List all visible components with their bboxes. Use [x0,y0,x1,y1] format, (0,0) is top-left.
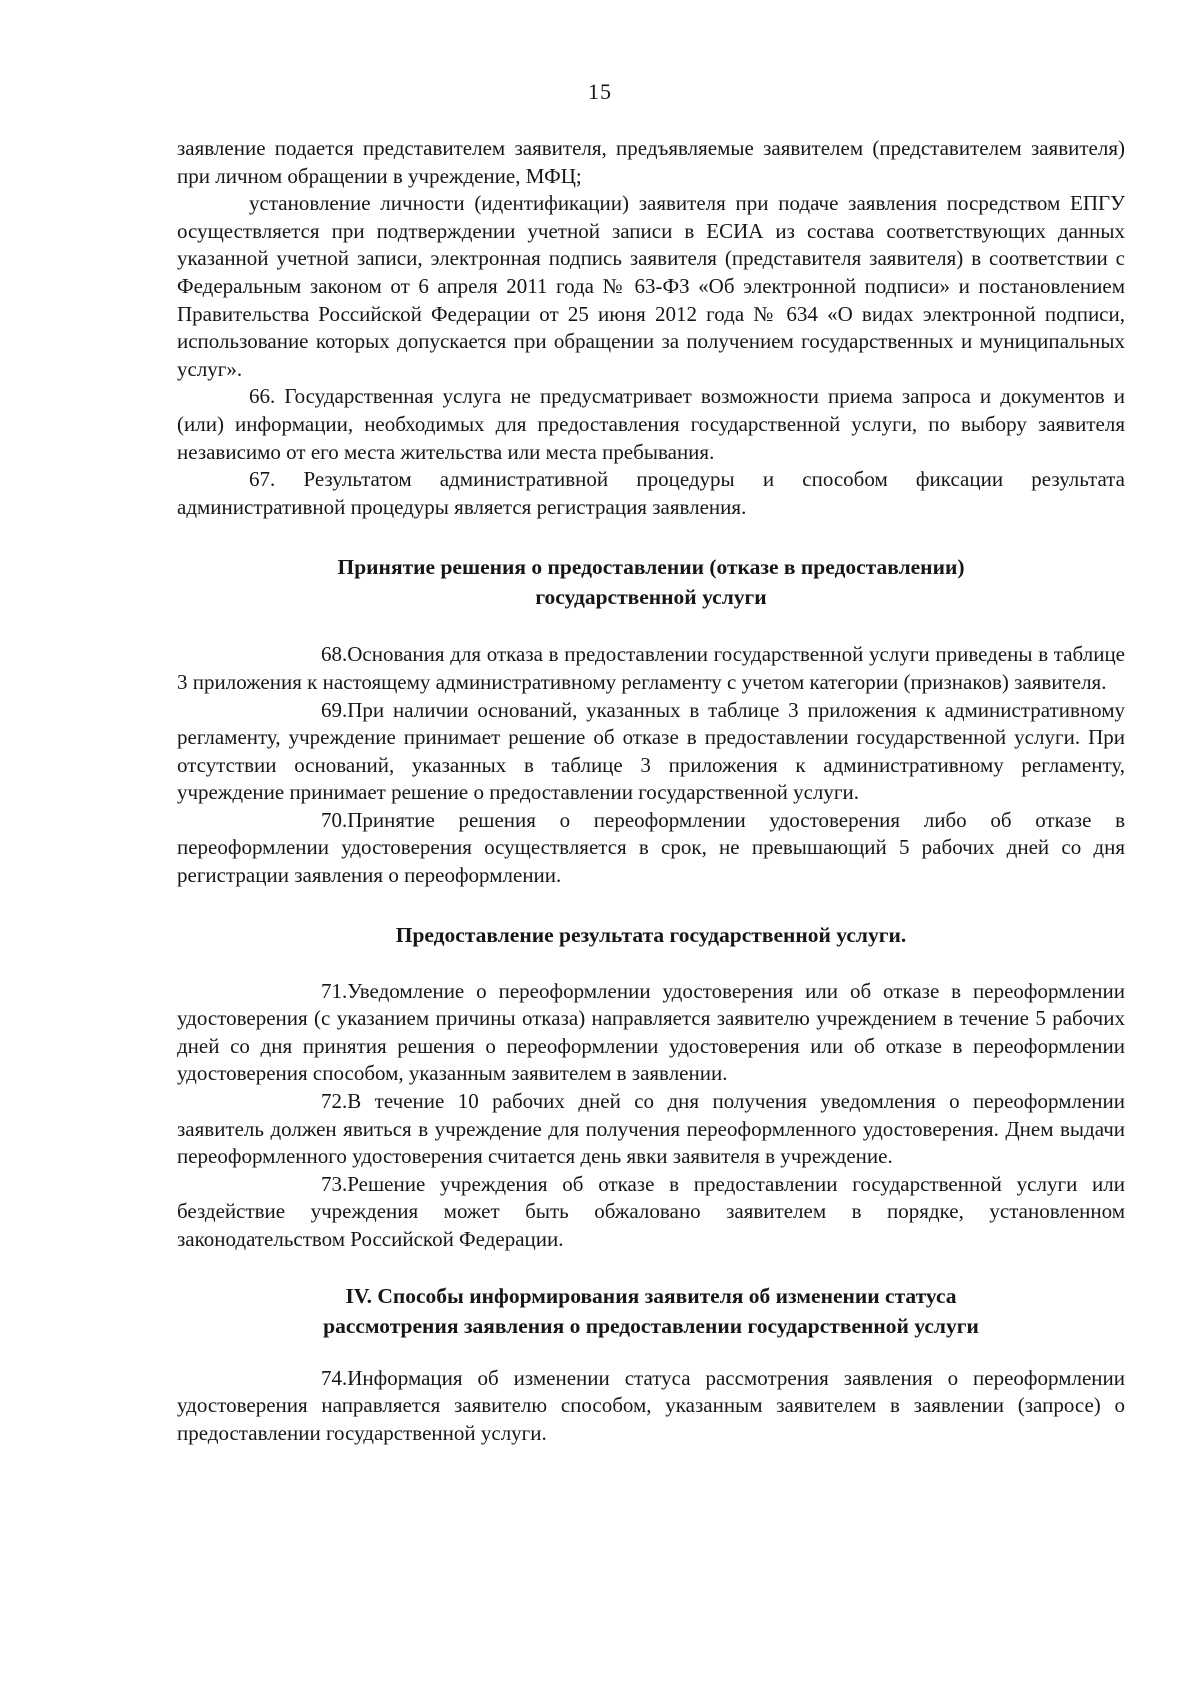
heading-result-line: Предоставление результата государственной услуги. [395,922,907,947]
heading-result [177,920,1125,950]
paragraph-continuation: заявление подается представителем заявителя, предъявляемые заявителем (представителем заявителя) при личном обращении в учреждение, МФЦ; [177,136,1125,188]
paragraph-68 [177,641,1125,696]
paragraph-72 [177,1088,1125,1171]
item-text: В течение 10 рабочих дней со дня получения уведомления о переоформлении заявитель должен явиться в учреждение для получения переоформленного удостоверения. Днем выдачи переоформленного удостоверения считается день явки заявителя в учреждение. [177,1089,1125,1169]
paragraph-66: 66. Государственная услуга не предусматривает возможности приема запроса и документов и (или) информации, необходимых для предоставления государственной услуги, по выбору заявителя независимо от его места жительства или места пребывания. [177,384,1125,464]
paragraph-identification: установление личности (идентификации) заявителя при подаче заявления посредством ЕПГУ осуществляется при подтверждении учетной записи в ЕСИА из состава соответствующих данных указанной учетной записи, электронная подпись заявителя (представителя заявителя) в соответствии с Федеральным законом от 6 апреля 2011 года № 63-ФЗ «Об электронной подписи» и постановлением Правительства Российской Федерации от 25 июня 2012 года № 634 «О видах электронной подписи, использование которых допускается при обращении за получением государственных и муниципальных услуг». [177,191,1125,381]
item-text: Принятие решения о переоформлении удостоверения либо об отказе в переоформлении удостоверения осуществляется в срок, не превышающий 5 рабочих дней со дня регистрации заявления о переоформлении. [177,807,1125,888]
heading-section-iv-line2: рассмотрения заявления о предоставлении государственной услуги [323,1313,979,1338]
paragraph-74 [177,1365,1125,1448]
paragraph-73 [177,1171,1125,1254]
page-number: 15 [588,79,612,104]
heading-decision [177,552,1125,612]
item-text: Информация об изменении статуса рассмотрения заявления о переоформлении удостоверения направляется заявителю способом, указанным заявителем в заявлении (запросе) о предоставлении государственной услуги. [177,1365,1125,1445]
item-number: 74. [321,1365,348,1390]
heading-section-iv [177,1281,1125,1341]
item-text: Основания для отказа в предоставлении государственной услуги приведены в таблице 3 приложения к настоящему административному регламенту с учетом категории (признаков) заявителя. [177,642,1125,694]
item-text: Уведомление о переоформлении удостоверения или об отказе в переоформлении удостоверения (с указанием причины отказа) направляется заявителю учреждением в течение 5 рабочих дней со дня принятия решения о переоформлении удостоверения или об отказе в переоформлении удостоверения способом, указанным заявителем в заявлении. [177,978,1125,1086]
item-text: При наличии оснований, указанных в таблице 3 приложения к административному регламенту, учреждение принимает решение об отказе в предоставлении государственной услуги. При отсутствии оснований, указанных в таблице 3 приложения к административному регламенту, учреждение принимает решение о предоставлении государственной услуги. [177,697,1125,805]
paragraph-71 [177,978,1125,1088]
paragraph-69 [177,697,1125,807]
item-number: 73. [321,1171,348,1196]
heading-decision-line1: Принятие решения о предоставлении (отказе в предоставлении) [337,555,965,580]
item-number: 68. [321,642,348,667]
item-number: 69. [321,697,348,722]
paragraph-70 [177,807,1125,890]
item-text: Решение учреждения об отказе в предоставлении государственной услуги или бездействие учреждения может быть обжаловано заявителем в порядке, установленном законодательством Российской Федерации. [177,1171,1125,1251]
item-number: 72. [321,1089,348,1114]
item-number: 71. [321,978,348,1003]
document-body [177,135,1125,1447]
heading-decision-line2: государственной услуги [535,585,767,610]
heading-section-iv-line1: IV. Способы информирования заявителя об изменении статуса [345,1283,957,1308]
item-number: 70. [321,807,348,832]
paragraph-67: 67. Результатом административной процедуры и способом фиксации результата административной процедуры является регистрация заявления. [177,467,1125,519]
